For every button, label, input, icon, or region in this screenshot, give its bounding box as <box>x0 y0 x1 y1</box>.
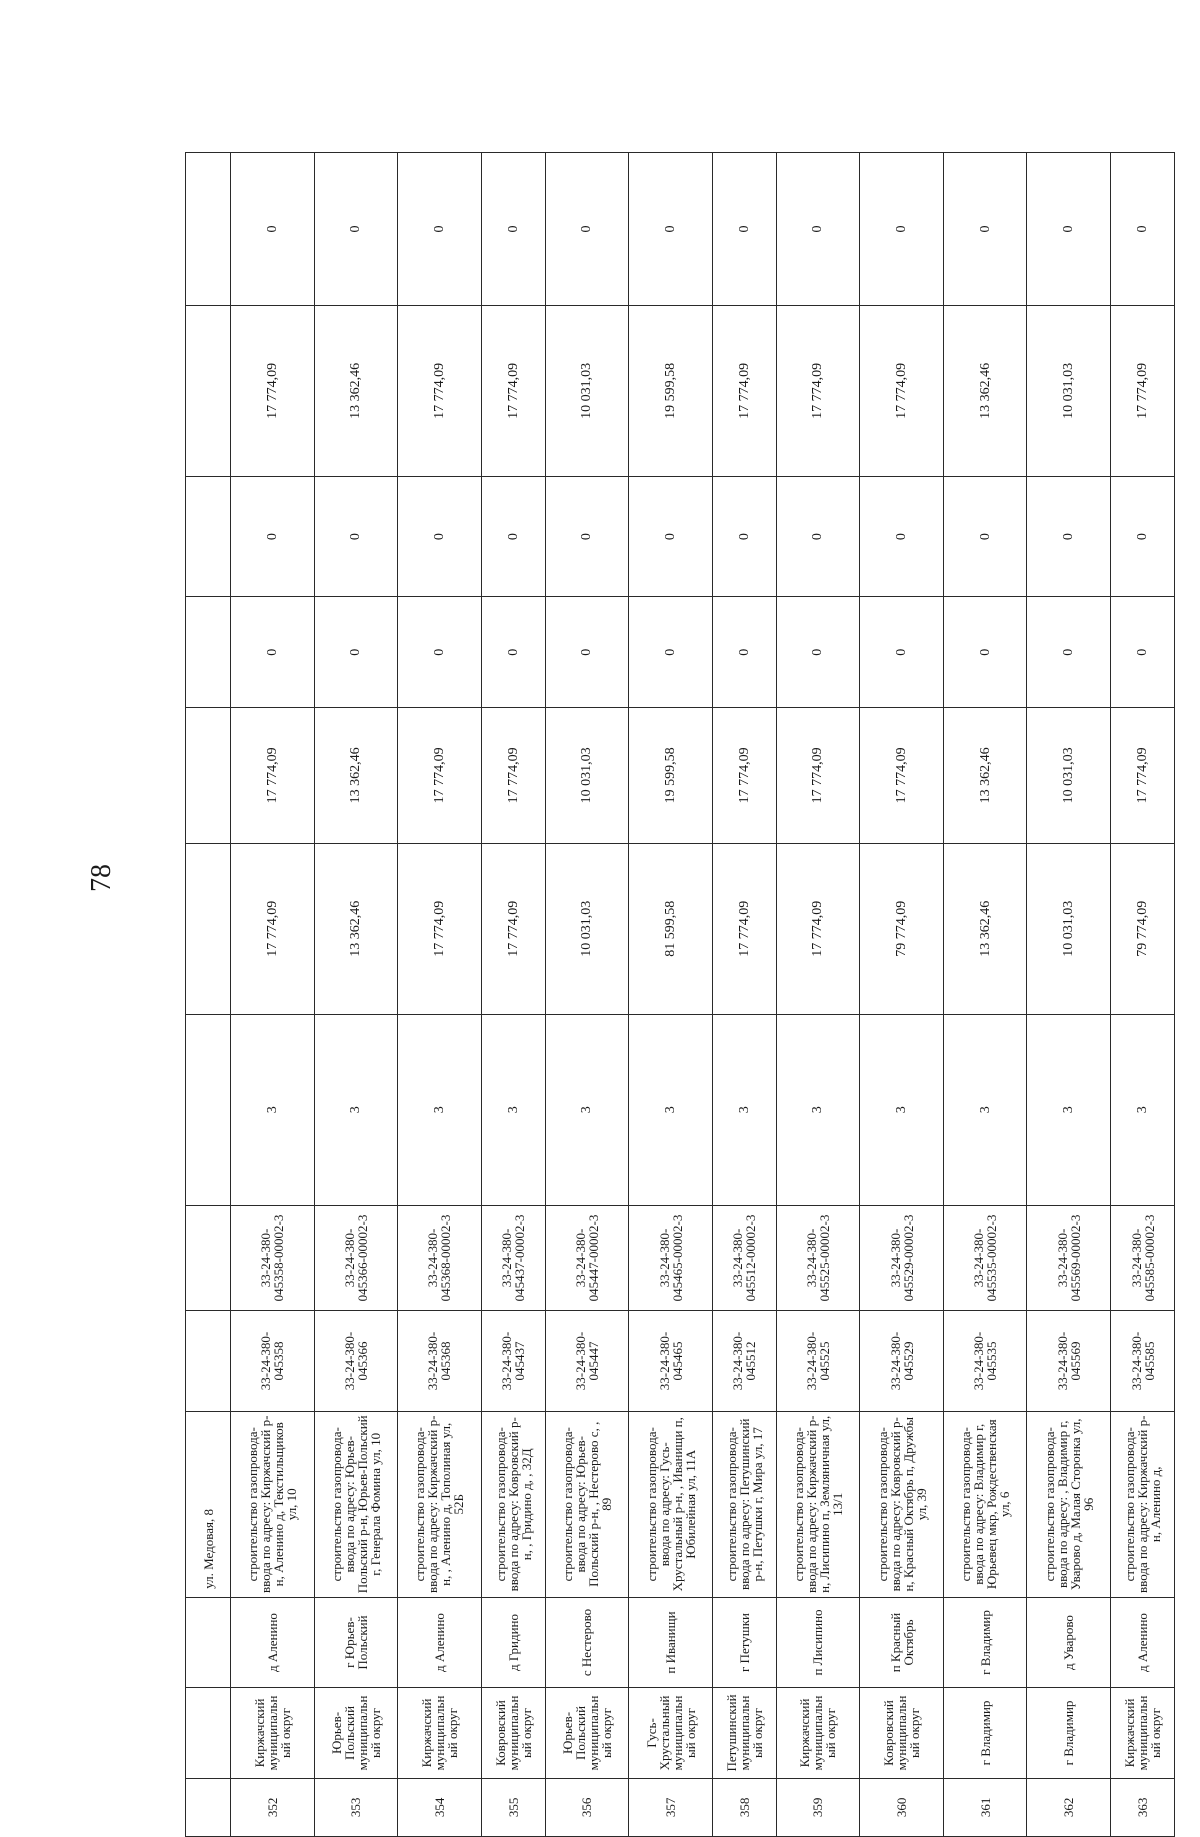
cost-cell-3: 0 <box>1027 476 1111 597</box>
cost-cell-3: 0 <box>943 476 1027 597</box>
cost-cell-4: 17 774,09 <box>776 305 860 476</box>
total-cost-cell: 17 774,09 <box>481 843 545 1014</box>
cost-cell-2: 0 <box>231 597 315 708</box>
district-cell: г Владимир <box>1027 1688 1111 1778</box>
cost-cell-5: 0 <box>1111 153 1175 306</box>
top-cell-v3 <box>186 476 231 597</box>
object-description-cell: строительство газопровода-ввода по адресу: Киржачский р-н, Аленино д, <box>1111 1411 1175 1597</box>
row-number: 355 <box>481 1778 545 1836</box>
object-description-cell: строительство газопровода-ввода по адресу: Петушинский р-н, Петушки г, Мира ул, 17 <box>712 1411 776 1597</box>
cost-cell-2: 0 <box>1027 597 1111 708</box>
cost-cell-5: 0 <box>231 153 315 306</box>
object-description-cell: строительство газопровода-ввода по адресу: , Владимир г, Уварово д, Малая Сторонка ул, 96 <box>1027 1411 1111 1597</box>
top-cell-v1 <box>186 708 231 844</box>
table-top-row <box>186 153 231 1837</box>
cost-cell-1: 13 362,46 <box>314 708 398 844</box>
object-code-cell: 33-24-380-045512 <box>712 1311 776 1412</box>
cost-cell-2: 0 <box>629 597 713 708</box>
object-full-code-cell: 33-24-380-045447-00002-3 <box>545 1205 629 1311</box>
cost-cell-4: 19 599,58 <box>629 305 713 476</box>
cost-cell-3: 0 <box>860 476 944 597</box>
total-cost-cell: 13 362,46 <box>314 843 398 1014</box>
locality-cell: г Петушки <box>712 1597 776 1687</box>
locality-cell: п Лисипино <box>776 1597 860 1687</box>
total-cost-cell: 13 362,46 <box>943 843 1027 1014</box>
cost-cell-2: 0 <box>481 597 545 708</box>
cost-cell-5: 0 <box>860 153 944 306</box>
top-cell-num <box>186 1778 231 1836</box>
locality-cell: д Аленино <box>231 1597 315 1687</box>
table-row <box>314 153 398 1837</box>
object-code-cell: 33-24-380-045529 <box>860 1311 944 1412</box>
cost-cell-5: 0 <box>943 153 1027 306</box>
district-cell: Киржачский муниципальный округ <box>231 1688 315 1778</box>
object-description-cell: строительство газопровода-ввода по адресу: Ковровский р-н, Красный Октябрь п, Дружбы ул, 39 <box>860 1411 944 1597</box>
type-cell: 3 <box>776 1014 860 1205</box>
object-code-cell: 33-24-380-045525 <box>776 1311 860 1412</box>
object-description-cell: строительство газопровода-ввода по адресу: Гусь-Хрустальный р-н, , Иванищи п, Юбилейная ул, 11А <box>629 1411 713 1597</box>
locality-cell: д Уварово <box>1027 1597 1111 1687</box>
object-full-code-cell: 33-24-380-045529-00002-3 <box>860 1205 944 1311</box>
cost-cell-5: 0 <box>545 153 629 306</box>
district-cell: Ковровский муниципальный округ <box>481 1688 545 1778</box>
cost-cell-2: 0 <box>1111 597 1175 708</box>
top-cell-district <box>186 1688 231 1778</box>
locality-cell: г Юрьев-Польский <box>314 1597 398 1687</box>
cost-cell-1: 17 774,09 <box>860 708 944 844</box>
cost-cell-1: 17 774,09 <box>481 708 545 844</box>
object-full-code-cell: 33-24-380-045512-00002-3 <box>712 1205 776 1311</box>
top-cell-code <box>186 1311 231 1412</box>
type-cell: 3 <box>314 1014 398 1205</box>
cost-cell-3: 0 <box>545 476 629 597</box>
district-cell: Киржачский муниципальный округ <box>1111 1688 1175 1778</box>
top-cell-v4 <box>186 305 231 476</box>
locality-cell: п Иванищи <box>629 1597 713 1687</box>
cost-cell-3: 0 <box>712 476 776 597</box>
table-row <box>545 153 629 1837</box>
cost-cell-3: 0 <box>481 476 545 597</box>
cost-cell-3: 0 <box>398 476 482 597</box>
object-full-code-cell: 33-24-380-045569-00002-3 <box>1027 1205 1111 1311</box>
object-full-code-cell: 33-24-380-045465-00002-3 <box>629 1205 713 1311</box>
type-cell: 3 <box>1027 1014 1111 1205</box>
table-row <box>776 153 860 1837</box>
district-cell: Петушинский муниципальный округ <box>712 1688 776 1778</box>
cost-cell-5: 0 <box>398 153 482 306</box>
cost-cell-3: 0 <box>314 476 398 597</box>
cost-cell-2: 0 <box>545 597 629 708</box>
cost-cell-4: 17 774,09 <box>481 305 545 476</box>
total-cost-cell: 17 774,09 <box>398 843 482 1014</box>
object-code-cell: 33-24-380-045366 <box>314 1311 398 1412</box>
cost-cell-3: 0 <box>629 476 713 597</box>
table-row <box>943 153 1027 1837</box>
cost-cell-1: 19 599,58 <box>629 708 713 844</box>
cost-cell-3: 0 <box>1111 476 1175 597</box>
top-cell-v2 <box>186 597 231 708</box>
type-cell: 3 <box>1111 1014 1175 1205</box>
row-number: 358 <box>712 1778 776 1836</box>
object-code-cell: 33-24-380-045465 <box>629 1311 713 1412</box>
cost-cell-4: 10 031,03 <box>545 305 629 476</box>
cost-cell-4: 10 031,03 <box>1027 305 1111 476</box>
object-description-cell: строительство газопровода-ввода по адресу: Киржачский р-н, Аленино д, Текстильщиков ул, 10 <box>231 1411 315 1597</box>
row-number: 354 <box>398 1778 482 1836</box>
total-cost-cell: 81 599,58 <box>629 843 713 1014</box>
row-number: 362 <box>1027 1778 1111 1836</box>
locality-cell: д Аленино <box>1111 1597 1175 1687</box>
district-cell: Юрьев-Польский муниципальный округ <box>314 1688 398 1778</box>
locality-cell: г Владимир <box>943 1597 1027 1687</box>
object-description-cell: строительство газопровода-ввода по адресу: Ковровский р-н, , Гридино д, , 32Д <box>481 1411 545 1597</box>
table-row <box>231 153 315 1837</box>
data-table <box>185 152 1175 1837</box>
district-cell: Киржачский муниципальный округ <box>398 1688 482 1778</box>
row-number: 363 <box>1111 1778 1175 1836</box>
top-cell-v5 <box>186 153 231 306</box>
object-code-cell: 33-24-380-045437 <box>481 1311 545 1412</box>
object-description-cell: строительство газопровода-ввода по адресу: Киржачский р-н, Лисипино п, Земляничная ул, 13/1 <box>776 1411 860 1597</box>
type-cell: 3 <box>860 1014 944 1205</box>
type-cell: 3 <box>545 1014 629 1205</box>
object-full-code-cell: 33-24-380-045525-00002-3 <box>776 1205 860 1311</box>
cost-cell-1: 17 774,09 <box>398 708 482 844</box>
object-code-cell: 33-24-380-045585 <box>1111 1311 1175 1412</box>
cost-cell-5: 0 <box>629 153 713 306</box>
cost-cell-4: 13 362,46 <box>314 305 398 476</box>
cost-cell-4: 17 774,09 <box>398 305 482 476</box>
type-cell: 3 <box>231 1014 315 1205</box>
object-code-cell: 33-24-380-045358 <box>231 1311 315 1412</box>
object-full-code-cell: 33-24-380-045585-00002-3 <box>1111 1205 1175 1311</box>
cost-cell-1: 10 031,03 <box>545 708 629 844</box>
cost-cell-2: 0 <box>314 597 398 708</box>
type-cell: 3 <box>398 1014 482 1205</box>
top-cell-total <box>186 843 231 1014</box>
cost-cell-2: 0 <box>712 597 776 708</box>
cost-cell-2: 0 <box>860 597 944 708</box>
row-number: 360 <box>860 1778 944 1836</box>
cost-cell-4: 17 774,09 <box>712 305 776 476</box>
locality-cell: д Аленино <box>398 1597 482 1687</box>
cost-cell-5: 0 <box>712 153 776 306</box>
top-cell-locality <box>186 1597 231 1687</box>
cost-cell-1: 17 774,09 <box>1111 708 1175 844</box>
cost-cell-1: 17 774,09 <box>776 708 860 844</box>
total-cost-cell: 17 774,09 <box>712 843 776 1014</box>
object-description-cell: строительство газопровода-ввода по адресу: Владимир г, Юрьевец мкр, Рождественская ул, 6 <box>943 1411 1027 1597</box>
total-cost-cell: 17 774,09 <box>776 843 860 1014</box>
table-row <box>860 153 944 1837</box>
object-code-cell: 33-24-380-045368 <box>398 1311 482 1412</box>
cost-cell-1: 13 362,46 <box>943 708 1027 844</box>
row-number: 359 <box>776 1778 860 1836</box>
row-number: 361 <box>943 1778 1027 1836</box>
object-full-code-cell: 33-24-380-045358-00002-3 <box>231 1205 315 1311</box>
object-full-code-cell: 33-24-380-045437-00002-3 <box>481 1205 545 1311</box>
object-description-cell: строительство газопровода-ввода по адресу: Юрьев-Польский р-н, , Нестерово с, , 89 <box>545 1411 629 1597</box>
table-row <box>712 153 776 1837</box>
locality-cell: с Нестерово <box>545 1597 629 1687</box>
object-code-cell: 33-24-380-045569 <box>1027 1311 1111 1412</box>
object-full-code-cell: 33-24-380-045368-00002-3 <box>398 1205 482 1311</box>
table-row <box>398 153 482 1837</box>
cost-cell-4: 17 774,09 <box>860 305 944 476</box>
type-cell: 3 <box>712 1014 776 1205</box>
total-cost-cell: 17 774,09 <box>231 843 315 1014</box>
table-row <box>1027 153 1111 1837</box>
district-cell: Гусь-Хрустальный муниципальный округ <box>629 1688 713 1778</box>
district-cell: г Владимир <box>943 1688 1027 1778</box>
top-cell-type <box>186 1014 231 1205</box>
total-cost-cell: 10 031,03 <box>1027 843 1111 1014</box>
object-full-code-cell: 33-24-380-045366-00002-3 <box>314 1205 398 1311</box>
cost-cell-1: 10 031,03 <box>1027 708 1111 844</box>
locality-cell: п Красный Октябрь <box>860 1597 944 1687</box>
page-number: 78 <box>86 864 117 892</box>
district-cell: Юрьев-Польский муниципальный округ <box>545 1688 629 1778</box>
top-cell-street: ул. Медовая, 8 <box>186 1411 231 1597</box>
type-cell: 3 <box>629 1014 713 1205</box>
cost-cell-5: 0 <box>481 153 545 306</box>
total-cost-cell: 79 774,09 <box>860 843 944 1014</box>
cost-cell-5: 0 <box>314 153 398 306</box>
locality-cell: д Гридино <box>481 1597 545 1687</box>
cost-cell-2: 0 <box>776 597 860 708</box>
row-number: 356 <box>545 1778 629 1836</box>
object-full-code-cell: 33-24-380-045535-00002-3 <box>943 1205 1027 1311</box>
row-number: 357 <box>629 1778 713 1836</box>
top-cell-full-code <box>186 1205 231 1311</box>
table-row <box>629 153 713 1837</box>
cost-cell-5: 0 <box>776 153 860 306</box>
district-cell: Ковровский муниципальный округ <box>860 1688 944 1778</box>
object-description-cell: строительство газопровода-ввода по адресу: Юрьев-Польский р-н, Юрьев-Польский г, Генерала Фомина ул, 10 <box>314 1411 398 1597</box>
cost-cell-2: 0 <box>398 597 482 708</box>
cost-cell-1: 17 774,09 <box>712 708 776 844</box>
total-cost-cell: 79 774,09 <box>1111 843 1175 1014</box>
cost-cell-4: 13 362,46 <box>943 305 1027 476</box>
total-cost-cell: 10 031,03 <box>545 843 629 1014</box>
cost-cell-5: 0 <box>1027 153 1111 306</box>
type-cell: 3 <box>481 1014 545 1205</box>
cost-cell-2: 0 <box>943 597 1027 708</box>
cost-cell-1: 17 774,09 <box>231 708 315 844</box>
cost-cell-4: 17 774,09 <box>231 305 315 476</box>
district-cell: Киржачский муниципальный округ <box>776 1688 860 1778</box>
table-container <box>185 152 1175 1837</box>
table-row <box>1111 153 1175 1837</box>
table-row <box>481 153 545 1837</box>
cost-cell-3: 0 <box>776 476 860 597</box>
object-code-cell: 33-24-380-045535 <box>943 1311 1027 1412</box>
type-cell: 3 <box>943 1014 1027 1205</box>
object-description-cell: строительство газопровода-ввода по адресу: Киржачский р-н, , Аленино д, Тополиная ул, 52Б <box>398 1411 482 1597</box>
row-number: 353 <box>314 1778 398 1836</box>
row-number: 352 <box>231 1778 315 1836</box>
cost-cell-4: 17 774,09 <box>1111 305 1175 476</box>
object-code-cell: 33-24-380-045447 <box>545 1311 629 1412</box>
cost-cell-3: 0 <box>231 476 315 597</box>
